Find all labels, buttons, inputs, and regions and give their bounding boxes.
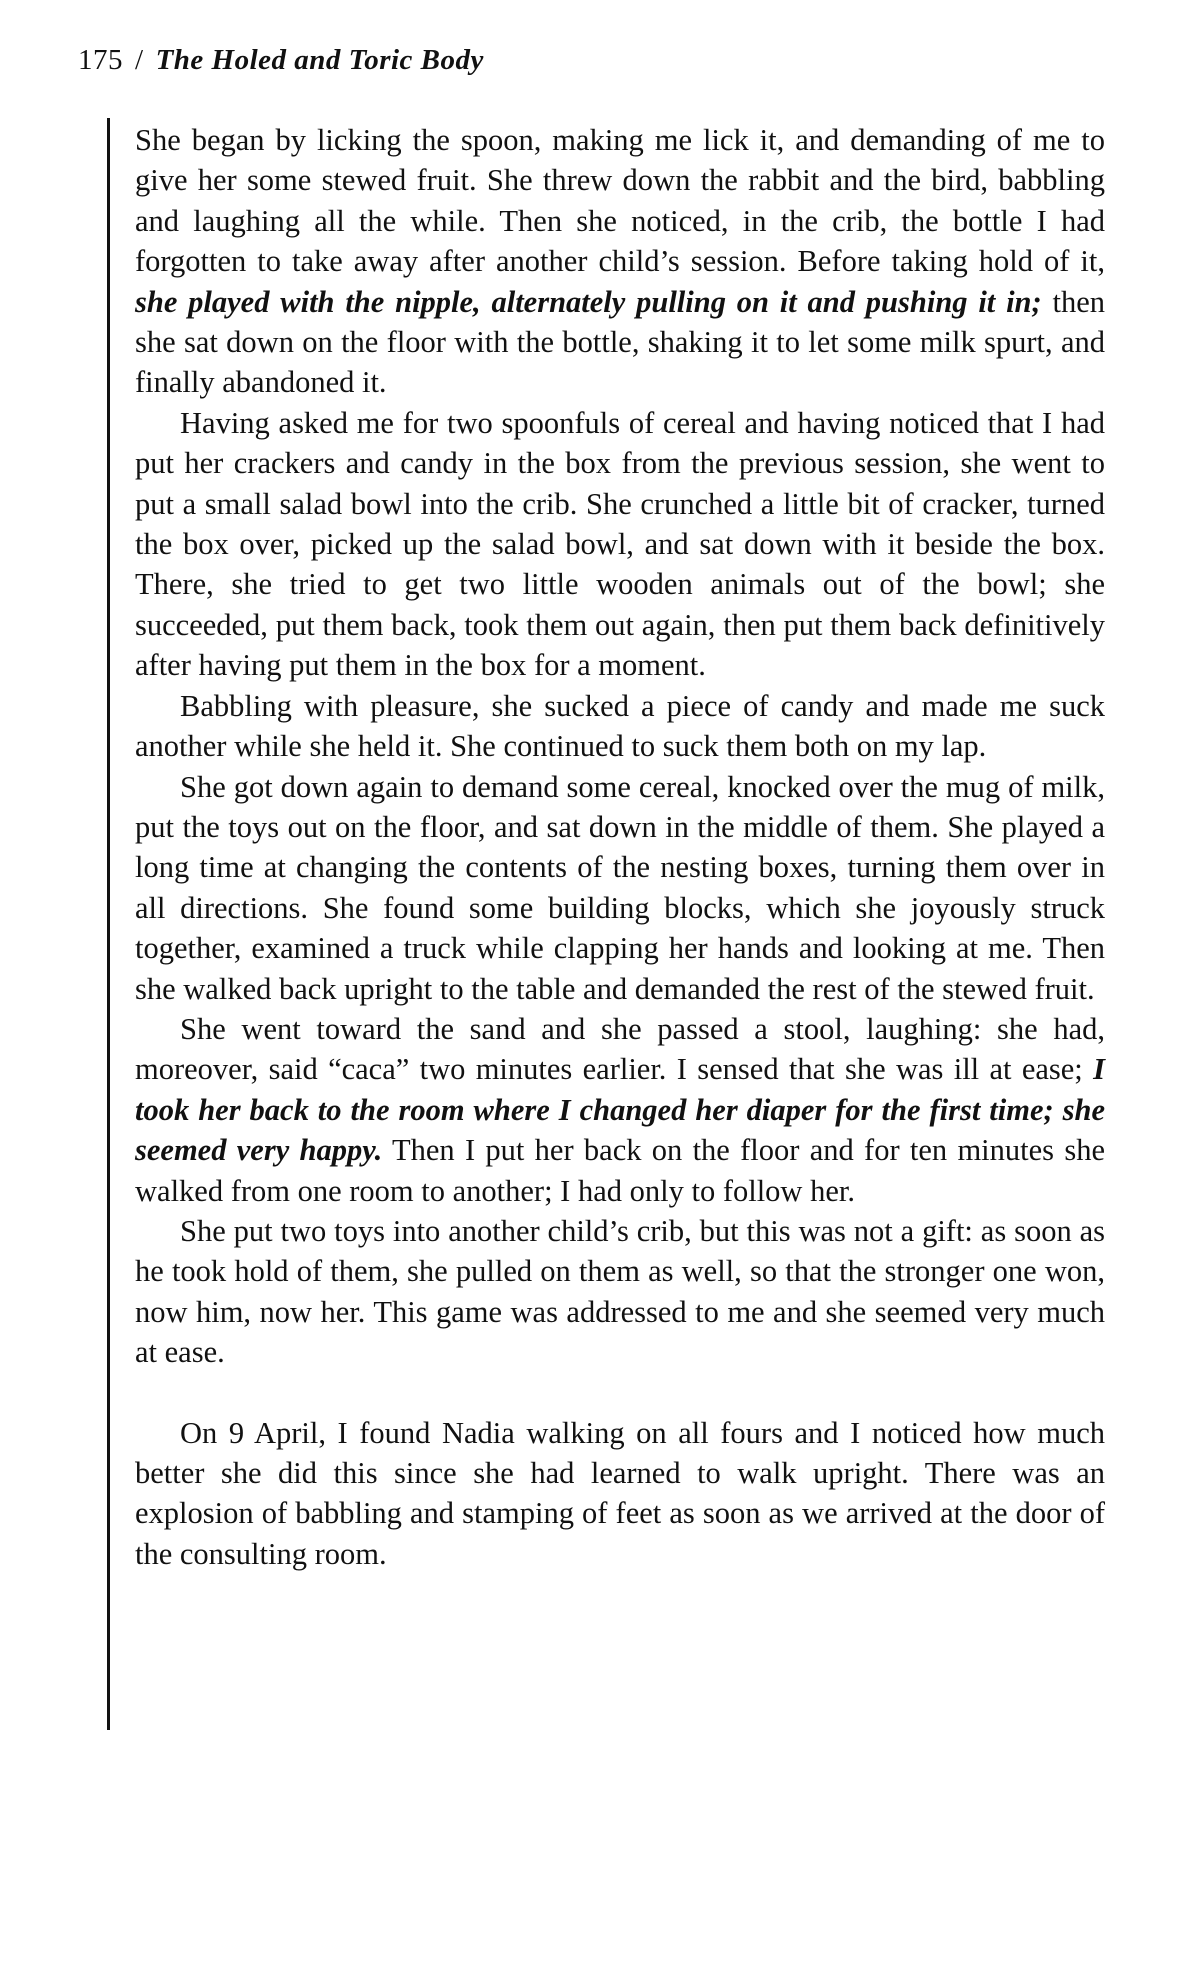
emphasized-text: she played with the nipple, alternately pulling on it and pushing it in; bbox=[135, 284, 1042, 319]
paragraph-4 bbox=[135, 767, 1105, 1009]
paragraph-text: then she sat down on the floor with the bottle, shaking it to let some milk spurt, and finally abandoned it. bbox=[135, 284, 1105, 400]
emphasized-text: I took her back to the room where I changed her diaper for the first time; she seemed very happy. bbox=[135, 1052, 1105, 1168]
paragraph-text: On 9 April, I found Nadia walking on all fours and I noticed how much better she did this since she had learned to walk upright. There was an explosion of babbling and stamping of feet as soon as we arrived at the door of the consulting room. bbox=[135, 1415, 1105, 1571]
header-separator: / bbox=[135, 44, 144, 76]
paragraph-text: Babbling with pleasure, she sucked a piece of candy and made me suck another while she held it. She continued to suck them both on my lap. bbox=[135, 688, 1105, 764]
body-text bbox=[135, 120, 1105, 1574]
running-head bbox=[78, 44, 484, 77]
paragraph-text: Then I put her back on the floor and for ten minutes she walked from one room to another; I had only to follow her. bbox=[135, 1133, 1105, 1208]
paragraph-text: She began by licking the spoon, making me lick it, and demanding of me to give her some stewed fruit. She threw down the rabbit and the bird, babbling and laughing all the while. Then she noticed, in the crib, the bottle I had forgotten to take away after another child’s session. Before taking hold of it, bbox=[135, 123, 1105, 279]
paragraph-2 bbox=[135, 403, 1105, 686]
margin-rule bbox=[107, 118, 110, 1730]
paragraph-1 bbox=[135, 120, 1105, 403]
paragraph-7 bbox=[135, 1413, 1105, 1575]
page-number: 175 bbox=[78, 44, 123, 76]
book-title: The Holed and Toric Body bbox=[155, 44, 484, 76]
paragraph-text: Having asked me for two spoonfuls of cereal and having noticed that I had put her crackers and candy in the box from the previous session, she went to put a small salad bowl into the crib. She crunched a little bit of cracker, turned the box over, picked up the salad bowl, and sat down with it beside the box. There, she tried to get two little wooden animals out of the bowl; she succeeded, put them back, took them out again, then put them back definitively after having put them in the box for a moment. bbox=[135, 405, 1105, 683]
paragraph-text: She put two toys into another child’s crib, but this was not a gift: as soon as he took hold of them, she pulled on them as well, so that the stronger one won, now him, now her. This game was addressed to me and she seemed very much at ease. bbox=[135, 1213, 1105, 1370]
paragraph-3 bbox=[135, 686, 1105, 767]
paragraph-6 bbox=[135, 1211, 1105, 1373]
paragraph-text: She got down again to demand some cereal, knocked over the mug of milk, put the toys out on the floor, and sat down in the middle of them. She played a long time at changing the contents of the nesting boxes, turning them over in all directions. She found some building blocks, which she joyously struck together, examined a truck while clapping her hands and looking at me. Then she walked back upright to the table and demanded the rest of the stewed fruit. bbox=[135, 769, 1105, 1006]
paragraph-text: She went toward the sand and she passed a stool, laughing: she had, moreover, said “caca” two minutes earlier. I sensed that she was ill at ease; bbox=[135, 1011, 1105, 1087]
paragraph-5 bbox=[135, 1009, 1105, 1211]
